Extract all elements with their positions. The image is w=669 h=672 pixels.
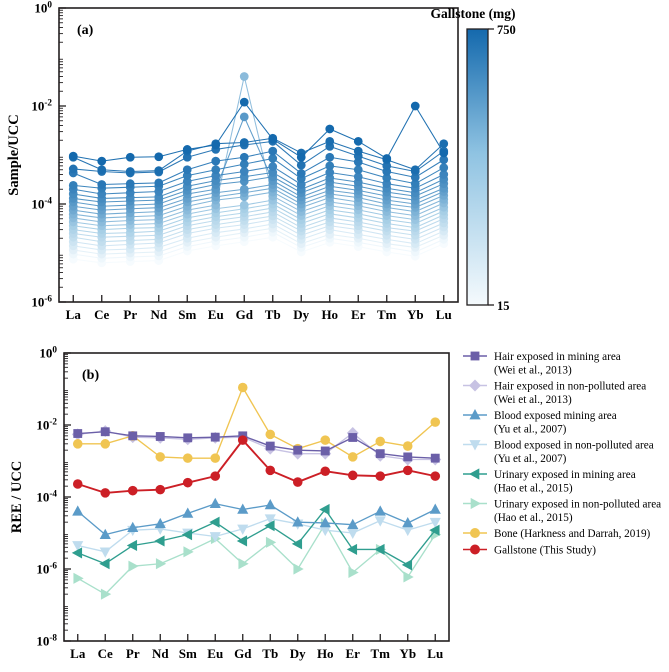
panel-b-data-point: [211, 433, 220, 442]
panel-b-data-point: [73, 439, 83, 449]
panel-a-data-point: [268, 147, 277, 156]
x-tick-label-tm: Tm: [370, 646, 390, 661]
legend-marker-circle-icon: [470, 528, 480, 538]
legend-label-citation: (Wei et al., 2013): [494, 394, 572, 406]
legend-label: Urinary exposed in non-polluted area: [494, 498, 662, 511]
panel-a-data-point: [69, 181, 78, 190]
panel-b-data-point: [73, 479, 83, 489]
panel-a: [6, 0, 458, 322]
panel-b-data-point: [100, 439, 110, 449]
panel-a-data-point: [382, 154, 391, 163]
x-tick-label-tb: Tb: [264, 307, 281, 322]
panel-a-data-point: [126, 153, 135, 162]
panel-a-data-point: [69, 165, 78, 174]
panel-a-data-point: [325, 153, 334, 162]
panel-b-data-point: [376, 449, 385, 458]
panel-a-y-axis-title: Sample/UCC: [6, 114, 22, 196]
legend-item[interactable]: [463, 440, 654, 466]
x-tick-label-eu: Eu: [207, 307, 224, 322]
panel-a-data-point: [183, 165, 192, 174]
legend-marker-triangle-left-icon: [469, 468, 479, 479]
panel-a-data-point: [325, 162, 334, 171]
panel-b-data-point: [430, 417, 440, 427]
panel-b-data-point: [321, 447, 330, 456]
x-tick-label-la: La: [70, 646, 86, 661]
panel-b-data-point: [375, 471, 385, 481]
x-tick-label-pr: Pr: [123, 307, 138, 322]
x-tick-label-lu: Lu: [435, 307, 452, 322]
panel-a-data-point: [240, 113, 249, 122]
panel-a-data-point: [97, 165, 106, 174]
panel-b-data-point: [431, 454, 440, 463]
legend-marker-circle-icon: [470, 545, 480, 555]
x-tick-label-tm: Tm: [377, 307, 397, 322]
panel-b-data-point: [375, 437, 385, 447]
panel-b-data-point: [238, 383, 248, 393]
legend-marker-square-icon: [471, 352, 480, 361]
panel-a-data-point: [97, 157, 106, 166]
panel-a-data-point: [211, 165, 220, 174]
panel-b-data-point: [430, 471, 440, 481]
panel-b: [9, 345, 449, 662]
x-tick-label-ho: Ho: [316, 646, 334, 661]
x-tick-label-yb: Yb: [399, 646, 417, 661]
y-tick-label: $10^0$: [34, 0, 52, 16]
panel-a-data-point: [211, 157, 220, 166]
panel-b-data-point: [183, 478, 193, 488]
legend-label-citation: (Wei et al., 2013): [494, 364, 572, 377]
panel-b-data-point: [348, 452, 358, 462]
panel-a-data-point: [69, 152, 78, 161]
legend-label: Blood exposed in non-polluted area: [494, 439, 654, 452]
panel-a-data-point: [240, 185, 249, 194]
x-tick-label-ho: Ho: [321, 307, 339, 322]
panel-a-data-point: [297, 161, 306, 170]
panel-a-data-point: [297, 169, 306, 178]
panel-a-data-point: [268, 135, 277, 144]
legend-marker-triangle-right-icon: [471, 498, 481, 509]
panel-b-data-point: [293, 477, 303, 487]
panel-b-y-axis-title: REE / UCC: [9, 460, 25, 534]
panel-a-data-point: [154, 178, 163, 187]
panel-a-data-point: [97, 180, 106, 189]
panel-a-data-point: [183, 145, 192, 154]
panel-a-data-point: [297, 153, 306, 162]
x-tick-label-sm: Sm: [178, 307, 197, 322]
panel-a-data-point: [240, 201, 249, 210]
x-tick-label-yb: Yb: [406, 307, 424, 322]
x-tick-label-dy: Dy: [289, 646, 306, 661]
panel-a-data-point: [439, 149, 448, 158]
legend-item[interactable]: [463, 545, 596, 557]
legend-item[interactable]: [463, 498, 661, 524]
panel-b-data-point: [403, 441, 413, 451]
legend-label-citation: (Hao et al., 2015): [494, 482, 573, 495]
panel-a-label: (a): [77, 23, 94, 38]
y-tick-label: $10^{-2}$: [36, 416, 57, 433]
x-tick-label-sm: Sm: [178, 646, 197, 661]
panel-b-data-point: [348, 471, 358, 481]
panel-a-data-point: [154, 152, 163, 161]
x-tick-label-la: La: [65, 307, 81, 322]
legend: [463, 351, 661, 557]
panel-a-data-point: [126, 179, 135, 188]
panel-b-data-point: [403, 466, 413, 476]
colorbar-gradient[interactable]: [467, 29, 488, 305]
legend-label: Urinary exposed in mining area: [494, 469, 636, 481]
y-tick-label: $10^{-8}$: [36, 632, 57, 649]
y-tick-label: $10^{-2}$: [31, 97, 52, 114]
x-tick-label-ce: Ce: [97, 646, 113, 661]
x-tick-label-nd: Nd: [151, 646, 169, 661]
x-tick-label-gd: Gd: [235, 307, 253, 322]
panel-b-data-point: [320, 435, 330, 445]
panel-b-data-point: [403, 452, 412, 461]
panel-a-data-point: [354, 165, 363, 174]
legend-marker-diamond-icon: [469, 380, 481, 392]
x-tick-label-pr: Pr: [125, 646, 140, 661]
panel-a-data-point: [325, 137, 334, 146]
panel-a-data-point: [439, 139, 448, 148]
panel-a-data-point: [240, 72, 249, 81]
panel-b-data-point: [155, 452, 165, 462]
panel-b-data-point: [210, 453, 220, 463]
panel-b-data-point: [238, 435, 248, 445]
panel-a-data-point: [240, 98, 249, 107]
panel-b-data-point: [73, 429, 82, 438]
legend-item[interactable]: [463, 528, 651, 540]
x-tick-label-er: Er: [351, 307, 366, 322]
y-tick-label: $10^{-4}$: [31, 195, 52, 212]
panel-a-data-point: [439, 163, 448, 172]
panel-a-data-point: [325, 125, 334, 134]
x-tick-label-er: Er: [345, 646, 360, 661]
legend-label: Gallstone (This Study): [494, 544, 596, 557]
panel-b-data-point: [155, 485, 165, 495]
legend-item[interactable]: [463, 468, 636, 494]
legend-label: Hair exposed in non-polluted area: [494, 380, 647, 393]
colorbar-min-label: 15: [497, 299, 510, 313]
panel-a-data-point: [240, 153, 249, 162]
legend-label-citation: (Yu et al., 2007): [494, 423, 567, 436]
panel-b-data-point: [156, 432, 165, 441]
panel-b-data-point: [293, 446, 302, 455]
legend-label: Blood exposed mining area: [494, 410, 617, 422]
x-tick-label-eu: Eu: [207, 646, 224, 661]
panel-b-data-point: [100, 488, 110, 498]
x-tick-label-tb: Tb: [262, 646, 279, 661]
panel-a-data-point: [126, 167, 135, 176]
panel-b-data-point: [265, 430, 275, 440]
legend-label: Bone (Harkness and Darrah, 2019): [494, 528, 651, 540]
legend-marker-triangle-up-icon: [469, 409, 480, 419]
legend-label: Hair exposed in mining area: [494, 351, 621, 363]
panel-b-data-point: [266, 442, 275, 451]
legend-item[interactable]: [463, 409, 617, 435]
panel-a-data-point: [411, 102, 420, 111]
x-tick-label-dy: Dy: [293, 307, 310, 322]
panel-b-data-point: [348, 433, 357, 442]
colorbar-max-label: 750: [497, 23, 516, 37]
x-tick-label-lu: Lu: [427, 646, 444, 661]
y-tick-label: $10^{-6}$: [31, 293, 52, 310]
panel-a-data-point: [154, 166, 163, 175]
x-tick-label-gd: Gd: [234, 646, 252, 661]
panel-a-data-point: [354, 147, 363, 156]
y-tick-label: $10^0$: [39, 344, 57, 361]
panel-b-data-point: [183, 433, 192, 442]
panel-b-data-point: [128, 431, 137, 440]
panel-b-data-point: [210, 471, 220, 481]
legend-label-citation: (Yu et al., 2007): [494, 453, 567, 465]
panel-a-data-point: [240, 138, 249, 147]
panel-b-data-point: [128, 486, 138, 496]
panel-a-data-point: [211, 141, 220, 150]
panel-b-data-point: [183, 453, 193, 463]
legend-marker-triangle-down-icon: [469, 440, 480, 450]
legend-item[interactable]: [463, 351, 621, 377]
y-tick-label: $10^{-6}$: [36, 560, 57, 577]
colorbar-title: Gallstone (mg): [430, 6, 516, 21]
panel-a-data-point: [354, 137, 363, 146]
panel-b-data-point: [265, 466, 275, 476]
panel-b-data-point: [101, 427, 110, 436]
x-tick-label-nd: Nd: [150, 307, 168, 322]
legend-item[interactable]: [463, 380, 646, 406]
panel-b-data-point: [320, 466, 330, 476]
panel-b-plot-frame: [64, 353, 449, 641]
panel-b-label: (b): [82, 368, 100, 383]
y-tick-label: $10^{-4}$: [36, 488, 57, 505]
x-tick-label-ce: Ce: [94, 307, 110, 322]
legend-label-citation: (Hao et al., 2015): [494, 512, 573, 524]
panel-a-data-point: [411, 165, 420, 174]
panel-a-data-point: [268, 162, 277, 171]
